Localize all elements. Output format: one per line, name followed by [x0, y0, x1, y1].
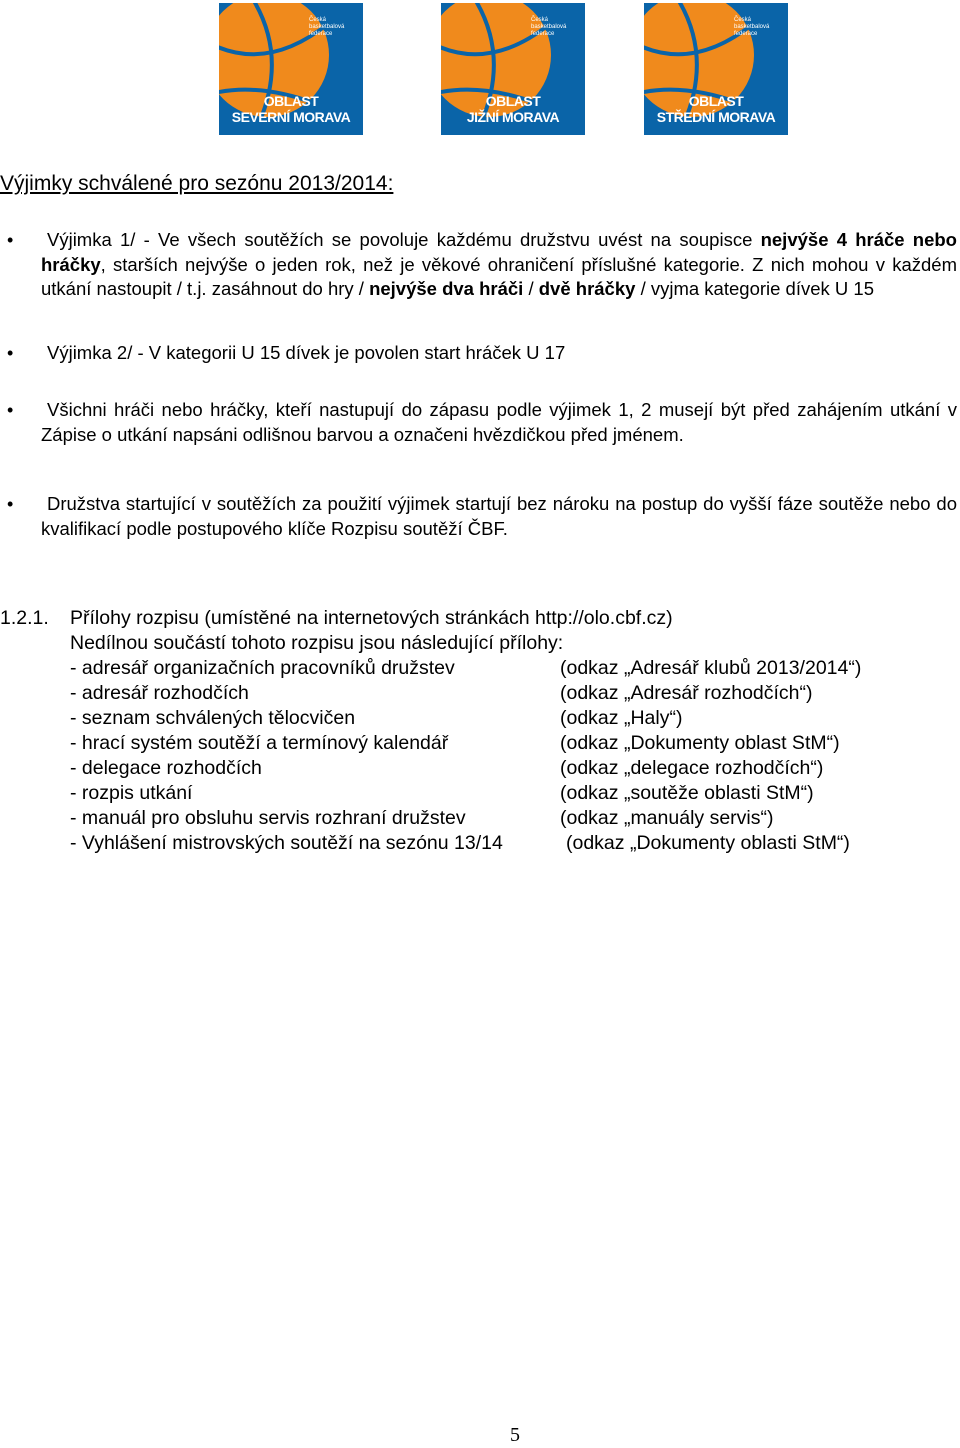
logo-label: OBLAST SEVERNÍ MORAVA — [231, 93, 351, 125]
attachment-name: - manuál pro obsluhu servis rozhraní družstev — [70, 807, 466, 829]
attachment-name: - adresář organizačních pracovníků družstev — [70, 657, 455, 679]
page-number: 5 — [510, 1424, 520, 1446]
section-heading: Výjimky schválené pro sezónu 2013/2014: — [0, 172, 394, 195]
bullet-text: Družstva startující v soutěžích za použití výjimek startují bez nároku na postup do vyšší fáze soutěže nebo do kvalifikací podle postupového klíče Rozpisu soutěží ČBF. — [41, 493, 957, 539]
bullet-icon: • — [7, 230, 14, 250]
bullet-text: Všichni hráči nebo hráčky, kteří nastupují do zápasu podle výjimek 1, 2 musejí být před zahájením utkání v Zápise o utkání napsáni odlišnou barvou a označeni hvězdičkou před jménem. — [41, 399, 957, 445]
attachment-name: - adresář rozhodčích — [70, 682, 249, 704]
logo-stredni-morava — [644, 3, 788, 135]
attachment-link: (odkaz „Haly“) — [560, 707, 683, 729]
section-number: 1.2.1. — [0, 607, 49, 629]
logo-jizni-morava — [441, 3, 585, 135]
section-title: Přílohy rozpisu (umístěné na internetových stránkách http://olo.cbf.cz) — [70, 607, 673, 629]
attachment-link: (odkaz „soutěže oblasti StM“) — [560, 782, 814, 804]
attachment-link: (odkaz „Dokumenty oblast StM“) — [560, 732, 840, 754]
attachment-name: - Vyhlášení mistrovských soutěží na sezónu 13/14 — [70, 832, 503, 854]
attachment-link: (odkaz „Adresář klubů 2013/2014“) — [560, 657, 862, 679]
federation-label: Česká basketbalová federace — [531, 17, 567, 37]
attachment-link: (odkaz „Dokumenty oblasti StM“) — [566, 832, 850, 854]
attachment-name: - delegace rozhodčích — [70, 757, 262, 779]
logo-label: OBLAST STŘEDNÍ MORAVA — [656, 93, 776, 125]
attachment-name: - hrací systém soutěží a termínový kalendář — [70, 732, 449, 754]
logo-row — [0, 0, 960, 140]
bullet-icon: • — [7, 400, 14, 420]
bullet-text: Výjimka 1/ - Ve všech soutěžích se povoluje každému družstvu uvést na soupisce nejvýše 4 hráče nebo hráčky, starších nejvýše o jeden rok, než je věkové ohraničení příslušné kategorie. Z nich mohou v každém utkání nastoupit / t.j. zasáhnout do hry / nejvýše dva hráči / dvě hráčky / vyjma kategorie dívek U 15 — [41, 229, 957, 299]
federation-label: Česká basketbalová federace — [734, 17, 770, 37]
bullet-icon: • — [7, 494, 14, 514]
logo-severni-morava — [219, 3, 363, 135]
attachment-name: - rozpis utkání — [70, 782, 193, 804]
attachment-link: (odkaz „manuály servis“) — [560, 807, 774, 829]
logo-label: OBLAST JIŽNÍ MORAVA — [466, 93, 560, 125]
bullet-icon: • — [7, 343, 14, 363]
attachment-name: - seznam schválených tělocvičen — [70, 707, 356, 729]
bullet-text: Výjimka 2/ - V kategorii U 15 dívek je povolen start hráček U 17 — [47, 342, 566, 363]
section-intro: Nedílnou součástí tohoto rozpisu jsou následující přílohy: — [70, 632, 564, 654]
attachment-link: (odkaz „Adresář rozhodčích“) — [560, 682, 813, 704]
attachment-link: (odkaz „delegace rozhodčích“) — [560, 757, 824, 779]
federation-label: Česká basketbalová federace — [309, 17, 345, 37]
